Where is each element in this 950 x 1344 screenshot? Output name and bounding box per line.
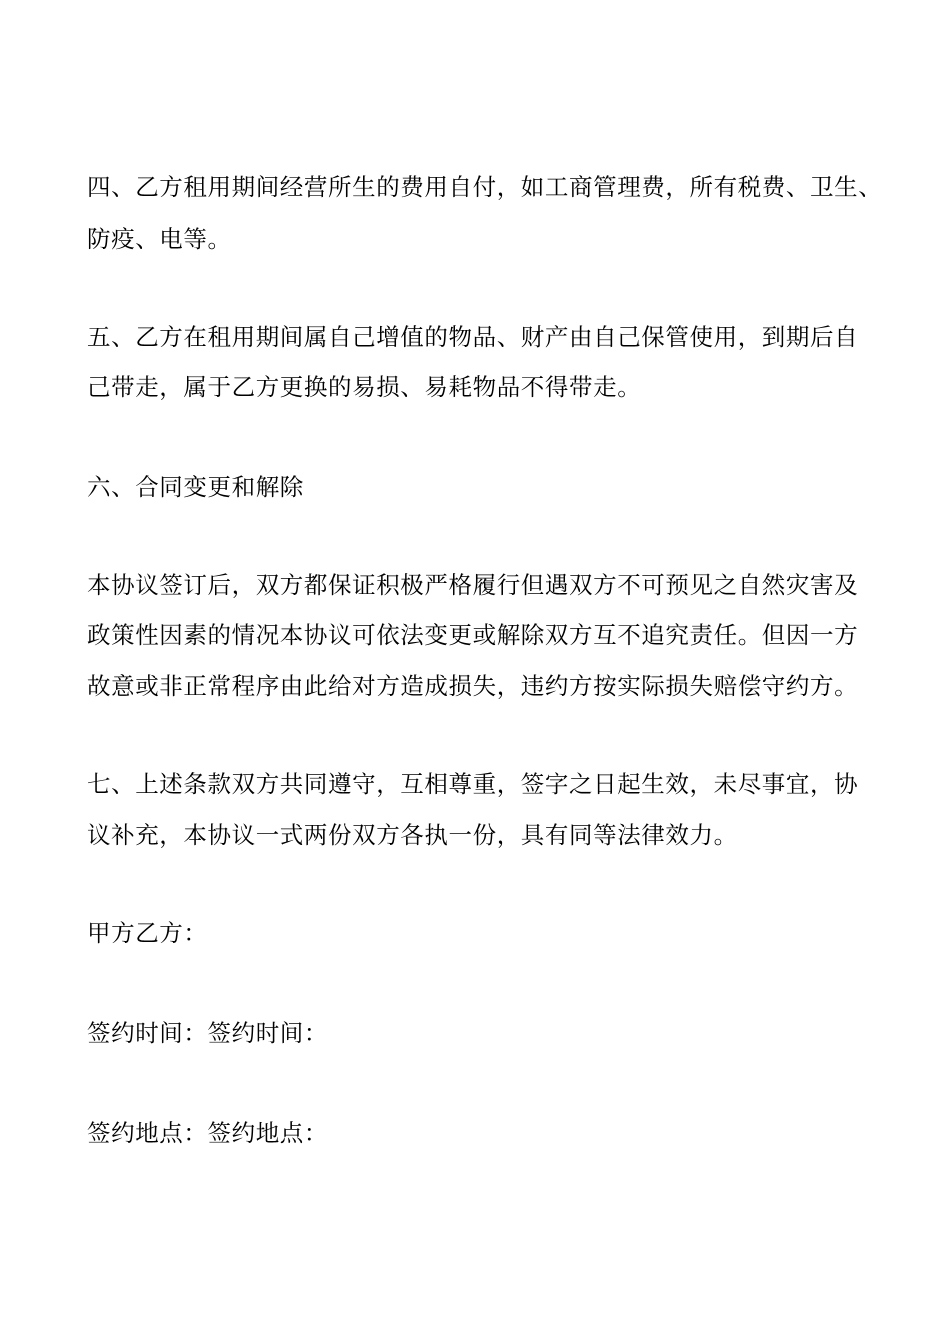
clause-6-heading: 六、合同变更和解除 [87,473,304,501]
clause-7-line-2: 议补充，本协议一式两份双方各执一份，具有同等法律效力。 [87,821,738,849]
clause-6-body-line-1: 本协议签订后，双方都保证积极严格履行但遇双方不可预见之自然灾害及 [87,571,859,599]
clause-6-body-line-3: 故意或非正常程序由此给对方造成损失，违约方按实际损失赔偿守约方。 [87,672,859,700]
clause-7-line-1: 七、上述条款双方共同遵守，互相尊重，签字之日起生效，未尽事宜，协 [87,770,859,798]
clause-4-line-1: 四、乙方租用期间经营所生的费用自付，如工商管理费，所有税费、卫生、 [87,173,883,201]
clause-5-line-2: 己带走，属于乙方更换的易损、易耗物品不得带走。 [87,373,642,401]
signature-parties: 甲方乙方： [87,919,208,947]
signature-place: 签约地点：签约地点： [87,1119,328,1147]
clause-5-line-1: 五、乙方在租用期间属自己增值的物品、财产由自己保管使用，到期后自 [87,323,859,351]
clause-6-body-line-2: 政策性因素的情况本协议可依法变更或解除双方互不追究责任。但因一方 [87,621,859,649]
signature-time: 签约时间：签约时间： [87,1019,328,1047]
clause-4-line-2: 防疫、电等。 [87,225,232,253]
